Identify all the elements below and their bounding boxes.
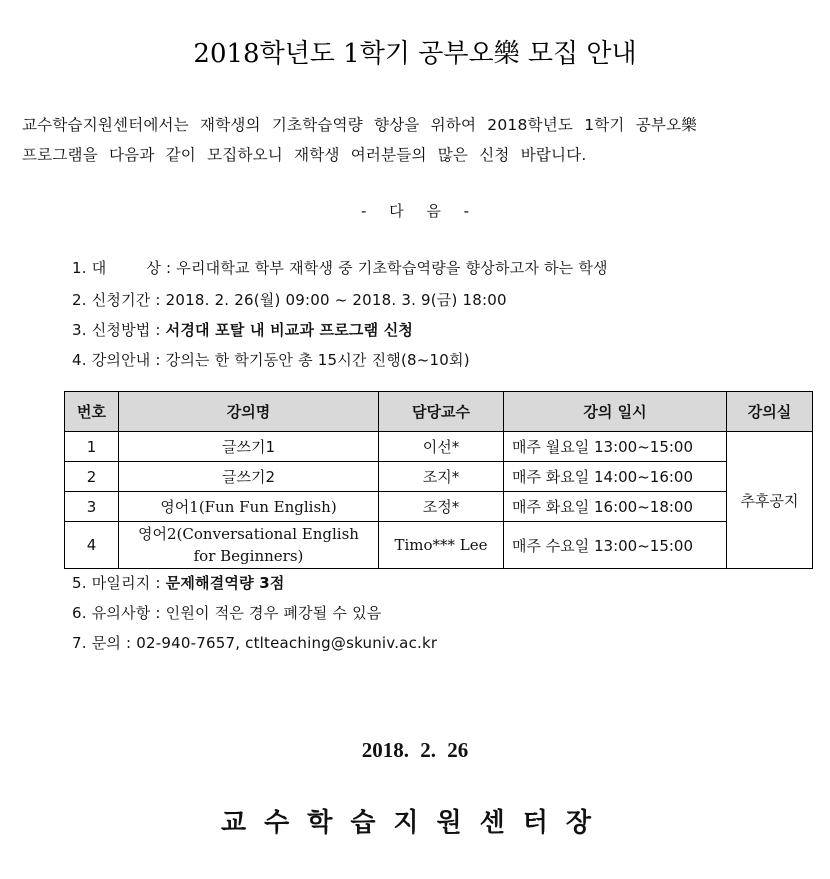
item-number: 5. xyxy=(72,574,87,592)
cell-course-name xyxy=(119,522,379,569)
cell-number: 4 xyxy=(65,522,119,569)
document-title: 2018학년도 1학기 공부오樂 모집 안내 xyxy=(193,39,637,69)
course-table xyxy=(64,391,813,569)
cell-course-name: 글쓰기2 xyxy=(119,462,379,492)
course-name-line-1: 영어2(Conversational English xyxy=(138,525,359,543)
item-value: 문제해결역량 3점 xyxy=(165,574,285,592)
signature-issuer: 교수학습지원센터장 xyxy=(220,808,610,838)
course-name-line-2: for Beginners) xyxy=(193,547,304,565)
table-row xyxy=(65,492,813,522)
item-value: 2018. 2. 26(월) 09:00 ~ 2018. 3. 9(금) 18:00 xyxy=(165,291,507,309)
item-sep: : xyxy=(150,604,166,622)
item-value: 강의는 한 학기동안 총 15시간 진행(8~10회) xyxy=(165,351,470,369)
table-row xyxy=(65,522,813,569)
item-value: 02-940-7657, ctlteaching@skuniv.ac.kr xyxy=(136,634,438,652)
header-professor: 담당교수 xyxy=(379,392,504,432)
item-sep: : xyxy=(121,634,137,652)
intro-line-1: 교수학습지원센터에서는 재학생의 기초학습역량 향상을 위하여 2018학년도 1학기 공부오樂 xyxy=(22,116,697,134)
item-label: 마일리지 xyxy=(91,574,151,592)
cell-schedule: 매주 수요일 13:00~15:00 xyxy=(504,522,727,569)
item-number: 1. xyxy=(72,259,87,277)
item-period xyxy=(72,289,507,310)
intro-line-2: 프로그램을 다음과 같이 모집하오니 재학생 여러분들의 많은 신청 바랍니다. xyxy=(22,146,587,164)
table-row xyxy=(65,462,813,492)
item-number: 2. xyxy=(72,291,87,309)
header-course-name: 강의명 xyxy=(119,392,379,432)
item-label: 문의 xyxy=(91,634,122,652)
header-room: 강의실 xyxy=(727,392,813,432)
item-sep: : xyxy=(150,351,166,369)
item-mileage xyxy=(72,572,285,593)
cell-course-name: 영어1(Fun Fun English) xyxy=(119,492,379,522)
item-label: 유의사항 xyxy=(91,604,151,622)
cell-professor: 이선* xyxy=(379,432,504,462)
cell-room: 추후공지 xyxy=(727,432,813,569)
item-label: 신청기간 xyxy=(91,291,151,309)
intro-paragraph xyxy=(22,110,822,170)
section-marker: - 다 음 - xyxy=(360,202,470,220)
cell-number: 1 xyxy=(65,432,119,462)
item-sep: : xyxy=(150,574,166,592)
cell-schedule: 매주 화요일 16:00~18:00 xyxy=(504,492,727,522)
item-label-b: 상 xyxy=(146,259,162,277)
item-label: 강의안내 xyxy=(91,351,151,369)
cell-number: 3 xyxy=(65,492,119,522)
item-value: 우리대학교 학부 재학생 중 기초학습역량을 향상하고자 하는 학생 xyxy=(176,259,608,277)
item-target xyxy=(72,257,608,278)
table-header-row xyxy=(65,392,813,432)
cell-schedule: 매주 월요일 13:00~15:00 xyxy=(504,432,727,462)
signature-date: 2018. 2. 26 xyxy=(361,738,469,762)
item-notice xyxy=(72,602,381,623)
item-lecture-info xyxy=(72,349,470,370)
cell-number: 2 xyxy=(65,462,119,492)
item-number: 7. xyxy=(72,634,87,652)
item-label-a: 대 xyxy=(91,259,107,277)
item-value: 인원이 적은 경우 폐강될 수 있음 xyxy=(165,604,382,622)
item-sep: : xyxy=(150,321,166,339)
item-label: 신청방법 xyxy=(91,321,151,339)
cell-professor: Timo*** Lee xyxy=(379,522,504,569)
item-number: 6. xyxy=(72,604,87,622)
item-method xyxy=(72,319,413,340)
table-row xyxy=(65,432,813,462)
item-number: 3. xyxy=(72,321,87,339)
cell-schedule: 매주 화요일 14:00~16:00 xyxy=(504,462,727,492)
item-number: 4. xyxy=(72,351,87,369)
header-schedule: 강의 일시 xyxy=(504,392,727,432)
cell-course-name: 글쓰기1 xyxy=(119,432,379,462)
item-sep: : xyxy=(161,259,177,277)
item-contact xyxy=(72,632,437,653)
cell-professor: 조지* xyxy=(379,462,504,492)
header-number: 번호 xyxy=(65,392,119,432)
cell-professor: 조정* xyxy=(379,492,504,522)
item-sep: : xyxy=(150,291,166,309)
item-value: 서경대 포탈 내 비교과 프로그램 신청 xyxy=(165,321,414,339)
